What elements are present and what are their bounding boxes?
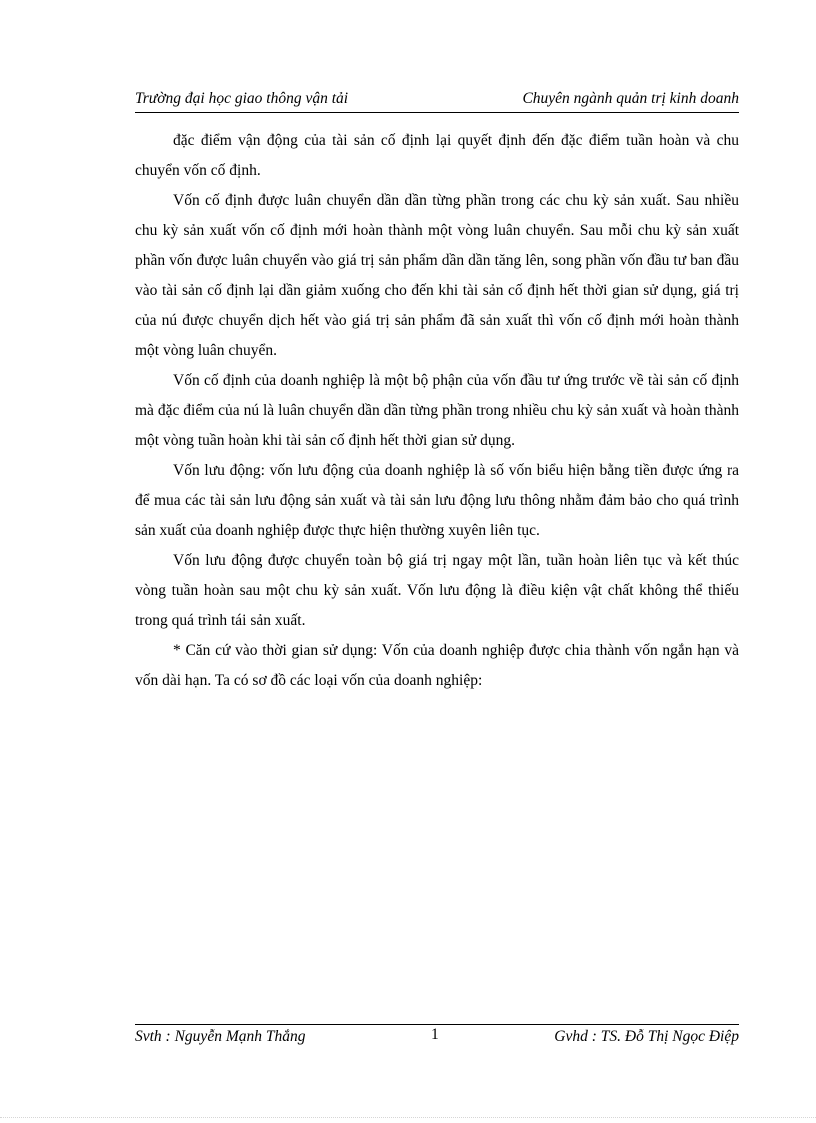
paragraph-3: Vốn cố định của doanh nghiệp là một bộ phận của vốn đầu tư ứng trước về tài sản cố định mà đặc điểm của nú là luân chuyển dần dần từng phần trong nhiều chu kỳ sản xuất và hoàn thành một vòng tuần hoàn khi tài sản cố định hết thời gian sử dụng. <box>135 372 739 449</box>
header-major-name: Chuyên ngành quản trị kinh doanh <box>522 90 739 107</box>
footer-student-name: Svth : Nguyễn Mạnh Thắng <box>135 1028 306 1045</box>
page-footer <box>135 1024 739 1053</box>
footer-advisor-name: Gvhd : TS. Đỗ Thị Ngọc Điệp <box>554 1028 739 1045</box>
document-body <box>135 126 739 696</box>
page-edge-divider <box>0 1117 816 1118</box>
paragraph-2: Vốn cố định được luân chuyển dần dần từng phần trong các chu kỳ sản xuất. Sau nhiều chu kỳ sản xuất vốn cố định mới hoàn thành một vòng luân chuyển. Sau mỗi chu kỳ sản xuất phần vốn được luân chuyển vào giá trị sản phẩm dần dần tăng lên, song phần vốn đầu tư ban đầu vào tài sản cố định lại dần giảm xuống cho đến khi tài sản cố định hết thời gian sử dụng, giá trị của nú được chuyển dịch hết vào giá trị sản phẩm đã sản xuất thì vốn cố định mới hoàn thành một vòng luân chuyển. <box>135 192 739 359</box>
paragraph-6: * Căn cứ vào thời gian sử dụng: Vốn của doanh nghiệp được chia thành vốn ngắn hạn và vốn dài hạn. Ta có sơ đồ các loại vốn của doanh nghiệp: <box>135 642 739 689</box>
header-school-name: Trường đại học giao thông vận tải <box>135 90 349 107</box>
paragraph-1: đặc điểm vận động của tài sản cố định lại quyết định đến đặc điểm tuần hoàn và chu chuyển vốn cố định. <box>135 132 739 179</box>
paragraph-4: Vốn lưu động: vốn lưu động của doanh nghiệp là số vốn biểu hiện bằng tiền được ứng ra để mua các tài sản lưu động sản xuất và tài sản lưu động lưu thông nhằm đảm bảo cho quá trình sản xuất của doanh nghiệp được thực hiện thường xuyên liên tục. <box>135 462 739 539</box>
paragraph-5: Vốn lưu động được chuyển toàn bộ giá trị ngay một lần, tuần hoàn liên tục và kết thúc vòng tuần hoàn sau một chu kỳ sản xuất. Vốn lưu động là điều kiện vật chất không thể thiếu trong quá trình tái sản xuất. <box>135 552 739 629</box>
page-number: 1 <box>431 1026 439 1043</box>
page-header <box>135 88 739 113</box>
